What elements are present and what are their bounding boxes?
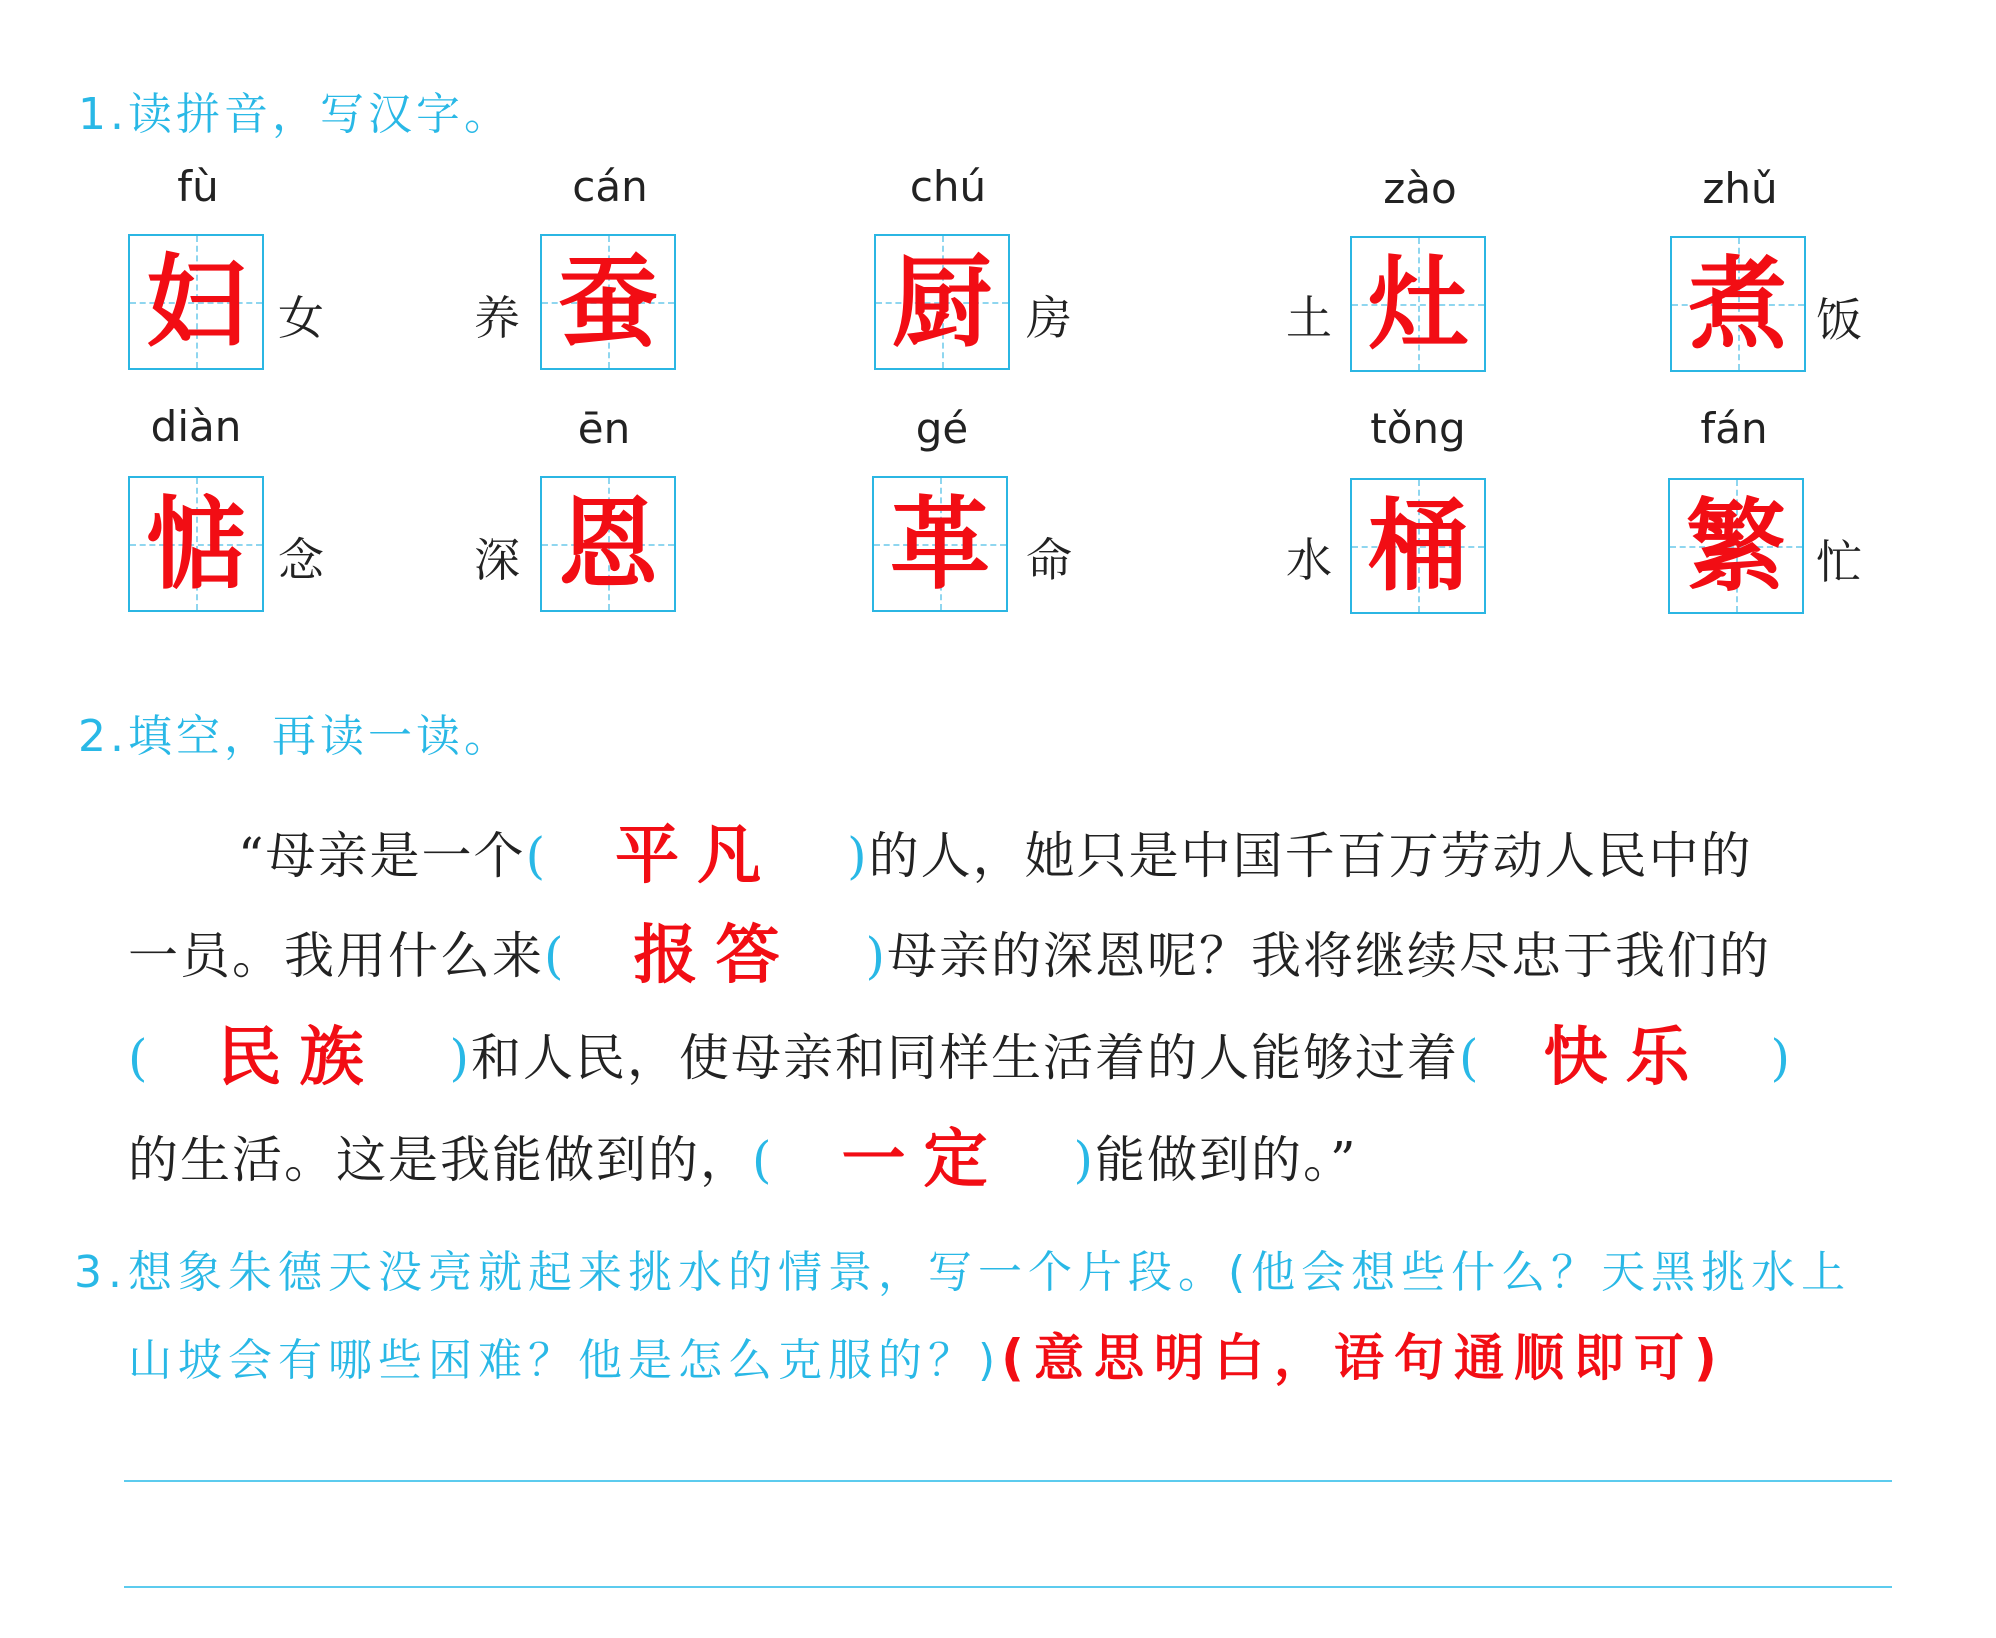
close-paren: ) — [449, 1029, 472, 1087]
pinyin: zhǔ — [1702, 164, 1778, 213]
passage-line — [128, 1108, 1358, 1200]
pinyin: zào — [1383, 164, 1457, 213]
passage-text: 的人，她只是中国千百万劳动人民中的 — [868, 827, 1753, 885]
answer-char: 繁 — [1686, 487, 1786, 605]
question-2-title: 2.填空，再读一读。 — [78, 711, 512, 762]
open-paren: ( — [525, 827, 548, 885]
context-char: 饭 — [1816, 293, 1862, 347]
fill-answer: 一定 — [841, 1122, 1006, 1197]
context-char: 命 — [1026, 533, 1072, 587]
passage-text: 和人民，使母亲和同样生活着的人能够过着 — [471, 1029, 1460, 1087]
answer-char: 恩 — [558, 485, 658, 603]
fill-answer: 民族 — [217, 1020, 382, 1095]
answer-box — [128, 476, 264, 612]
answer-box — [1670, 236, 1806, 372]
question-3-text: 山坡会有哪些困难？他是怎么克服的？) — [128, 1335, 1002, 1386]
context-char: 土 — [1286, 291, 1332, 345]
answer-box — [1668, 478, 1804, 614]
question-1-title: 1.读拼音，写汉字。 — [78, 89, 512, 140]
answer-char: 桶 — [1368, 487, 1468, 605]
passage-line — [128, 904, 1771, 996]
answer-box — [540, 234, 676, 370]
writing-line — [124, 1480, 1892, 1482]
answer-char: 厨 — [892, 243, 992, 361]
pinyin: chú — [909, 162, 987, 211]
answer-box — [1350, 236, 1486, 372]
pinyin: fù — [177, 162, 219, 211]
answer-char: 蚕 — [558, 243, 658, 361]
passage-text: 母亲的深恩呢？我将继续尽忠于我们的 — [887, 927, 1772, 985]
open-paren: ( — [544, 927, 566, 985]
close-paren: ) — [865, 927, 888, 985]
fill-answer: 快乐 — [1543, 1020, 1708, 1095]
answer-box — [1350, 478, 1486, 614]
open-paren: ( — [1459, 1029, 1481, 1087]
passage-text: 一员。我用什么来 — [128, 927, 544, 985]
context-char: 念 — [278, 533, 324, 587]
answer-char: 惦 — [146, 485, 246, 603]
pinyin: diàn — [150, 402, 242, 451]
answer-box — [874, 234, 1010, 370]
pinyin: ēn — [577, 404, 631, 453]
open-paren: ( — [752, 1131, 774, 1189]
pinyin: cán — [572, 162, 648, 211]
passage-line — [238, 804, 1753, 896]
pinyin: gé — [915, 404, 969, 453]
question-3-line-1: 3.想象朱德天没亮就起来挑水的情景，写一个片段。(他会想些什么？天黑挑水上 — [74, 1247, 1852, 1298]
question-3-line-2 — [128, 1318, 1727, 1390]
context-char: 女 — [278, 291, 324, 345]
answer-box — [872, 476, 1008, 612]
pinyin: tǒng — [1370, 404, 1466, 453]
fill-answer: 平凡 — [615, 818, 780, 893]
answer-box — [540, 476, 676, 612]
pinyin: fán — [1700, 404, 1768, 453]
passage-text: 的生活。这是我能做到的， — [128, 1131, 752, 1189]
answer-char: 革 — [890, 485, 990, 603]
answer-char: 灶 — [1368, 245, 1468, 363]
close-paren: ) — [847, 827, 869, 885]
passage-line — [128, 1006, 1792, 1098]
question-3-answer: (意思明白，语句通顺即可) — [1001, 1329, 1727, 1387]
writing-line — [124, 1586, 1892, 1588]
open-paren: ( — [128, 1029, 150, 1087]
context-char: 忙 — [1816, 535, 1862, 589]
answer-char: 妇 — [146, 243, 246, 361]
close-paren: ) — [1770, 1029, 1793, 1087]
context-char: 房 — [1026, 291, 1072, 345]
passage-text: 能做到的。” — [1095, 1131, 1358, 1189]
close-paren: ) — [1073, 1131, 1096, 1189]
context-char: 养 — [474, 291, 520, 345]
answer-box — [128, 234, 264, 370]
fill-answer: 报答 — [633, 918, 798, 993]
passage-text: “母亲是一个 — [238, 827, 526, 885]
context-char: 深 — [474, 533, 520, 587]
answer-char: 煮 — [1688, 245, 1788, 363]
context-char: 水 — [1286, 533, 1332, 587]
